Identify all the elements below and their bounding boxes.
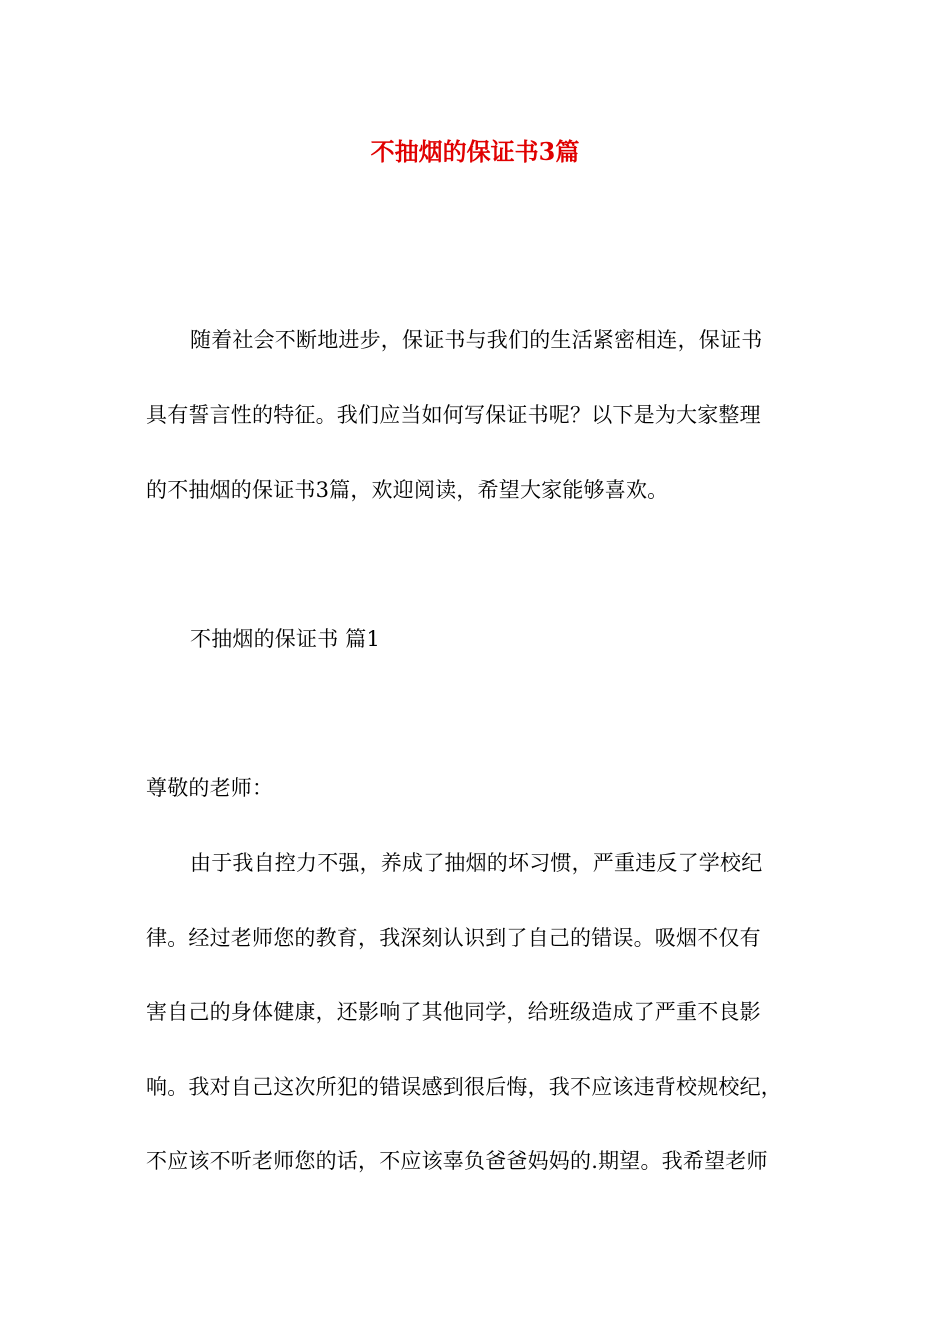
document-title: 不抽烟的保证书3篇 xyxy=(370,137,580,166)
section-heading: 不抽烟的保证书 篇1 xyxy=(190,627,381,651)
intro-line-2: 具有誓言性的特征。我们应当如何写保证书呢？以下是为大家整理 xyxy=(146,403,761,427)
intro-line-3: 的不抽烟的保证书3篇，欢迎阅读，希望大家能够喜欢。 xyxy=(146,478,669,502)
body-line-1: 由于我自控力不强，养成了抽烟的坏习惯，严重违反了学校纪 xyxy=(190,851,763,875)
intro-line-1: 随着社会不断地进步，保证书与我们的生活紧密相连，保证书 xyxy=(190,328,763,352)
body-line-4: 响。我对自己这次所犯的错误感到很后悔，我不应该违背校规校纪， xyxy=(146,1075,782,1099)
body-line-5: 不应该不听老师您的话，不应该辜负爸爸妈妈的.期望。我希望老师 xyxy=(146,1149,768,1173)
body-line-2: 律。经过老师您的教育，我深刻认识到了自己的错误。吸烟不仅有 xyxy=(146,926,761,950)
body-line-3: 害自己的身体健康，还影响了其他同学，给班级造成了严重不良影 xyxy=(146,1000,761,1024)
salutation: 尊敬的老师： xyxy=(146,776,274,800)
